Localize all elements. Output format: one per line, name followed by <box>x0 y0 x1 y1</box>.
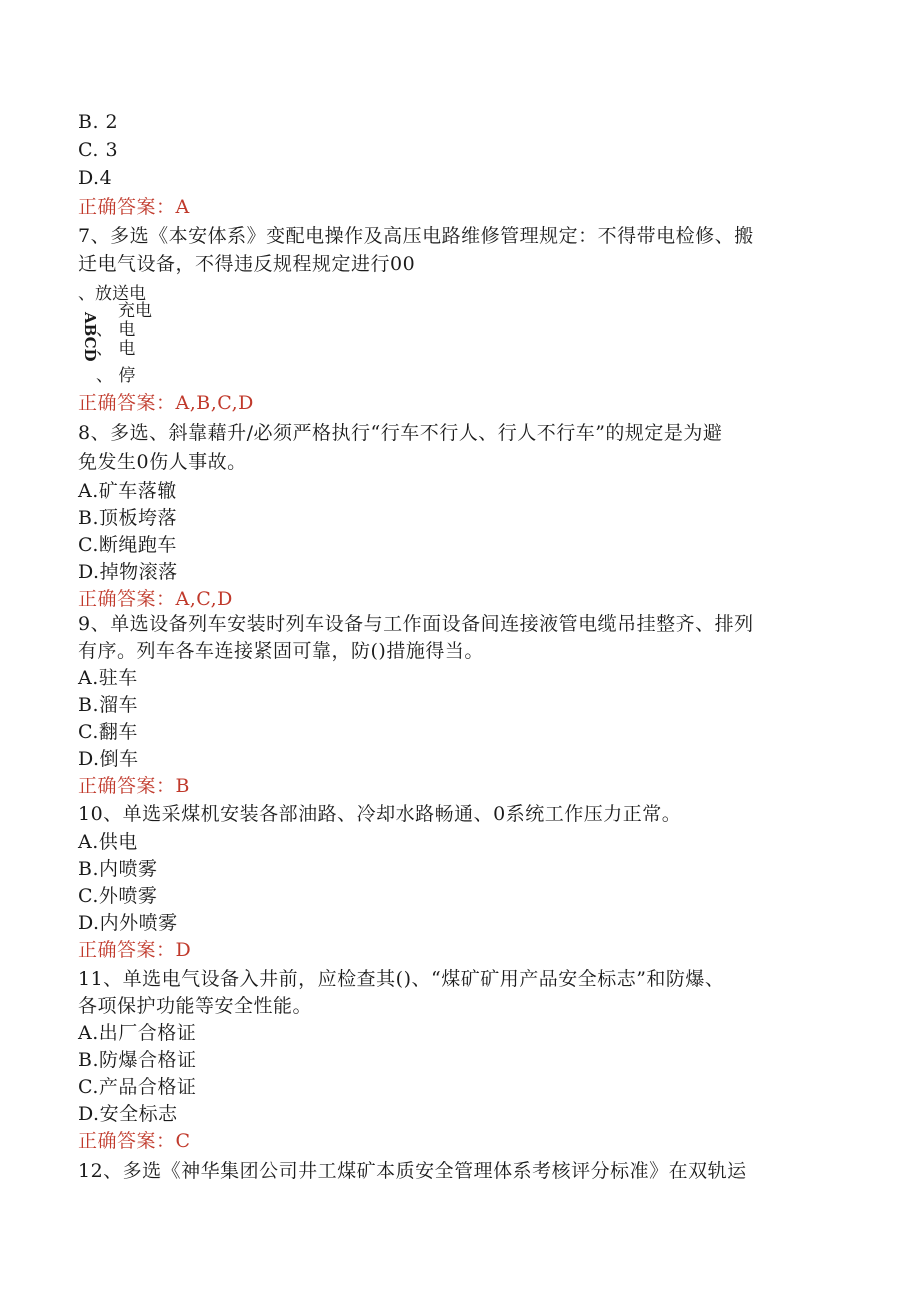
q10-option-c: C.外喷雾 <box>78 885 158 907</box>
q6-answer: 正确答案：A <box>78 196 190 218</box>
q8-stem-line2: 免发生0伤人事故。 <box>78 451 247 473</box>
q9-option-a: A.驻车 <box>78 667 138 689</box>
q11-option-a: A.出厂合格证 <box>78 1022 197 1044</box>
q8-option-c: C.断绳跑车 <box>78 534 177 556</box>
q10-stem-line1: 10、单选采煤机安装各部油路、冷却水路畅通、0系统工作压力正常。 <box>78 803 682 825</box>
q7-garbled-row-5: 、 停 <box>96 366 136 386</box>
q8-option-b: B.顶板垮落 <box>78 507 178 529</box>
q7-garbled-row-2: 充电 <box>118 301 152 321</box>
q6-option-c: C. 3 <box>78 139 119 161</box>
q8-stem-line1: 8、多选、斜靠藉升/必须严格执行“行车不行人、行人不行车”的规定是为避 <box>78 422 723 444</box>
q11-option-c: C.产品合格证 <box>78 1076 197 1098</box>
q7-stem-line2: 迁电气设备，不得违反规程规定进行00 <box>78 253 416 275</box>
q7-stem-line1: 7、多选《本安体系》变配电操作及高压电路维修管理规定：不得带电检修、搬 <box>78 225 754 247</box>
q10-answer: 正确答案：D <box>78 939 192 961</box>
q6-option-d: D.4 <box>78 167 113 189</box>
q6-option-b: B. 2 <box>78 111 119 133</box>
q9-option-d: D.倒车 <box>78 748 139 770</box>
q9-option-b: B.溜车 <box>78 694 139 716</box>
q9-stem-line1: 9、单选设备列车安装时列车设备与工作面设备间连接液管电缆吊挂整齐、排列 <box>78 613 754 635</box>
q10-option-b: B.内喷雾 <box>78 858 158 880</box>
q11-option-b: B.防爆合格证 <box>78 1049 197 1071</box>
q10-option-d: D.内外喷雾 <box>78 912 178 934</box>
q8-answer: 正确答案：A,C,D <box>78 588 233 610</box>
q8-option-d: D.掉物滚落 <box>78 561 178 583</box>
q7-garbled-row-4: 、 电 <box>96 339 136 359</box>
q12-stem-line1: 12、多选《神华集团公司井工煤矿本质安全管理体系考核评分标准》在双轨运 <box>78 1160 747 1182</box>
q7-garbled-row-3: 、 电 <box>96 320 136 340</box>
q9-stem-line2: 有序。列车各车连接紧固可靠，防()措施得当。 <box>78 640 484 662</box>
q7-answer: 正确答案：A,B,C,D <box>78 392 254 414</box>
q9-answer: 正确答案：B <box>78 775 190 797</box>
q11-option-d: D.安全标志 <box>78 1103 178 1125</box>
q8-option-a: A.矿车落辙 <box>78 480 177 502</box>
q11-stem-line2: 各项保护功能等安全性能。 <box>78 995 313 1017</box>
q10-option-a: A.供电 <box>78 831 138 853</box>
q11-stem-line1: 11、单选电气设备入井前，应检查其()、“煤矿矿用产品安全标志”和防爆、 <box>78 968 725 990</box>
q7-garbled-row-1: 、放送电 <box>78 284 146 304</box>
q9-option-c: C.翻车 <box>78 721 138 743</box>
q7-vertical-letters: ABCD <box>81 312 99 362</box>
q11-answer: 正确答案：C <box>78 1130 191 1152</box>
